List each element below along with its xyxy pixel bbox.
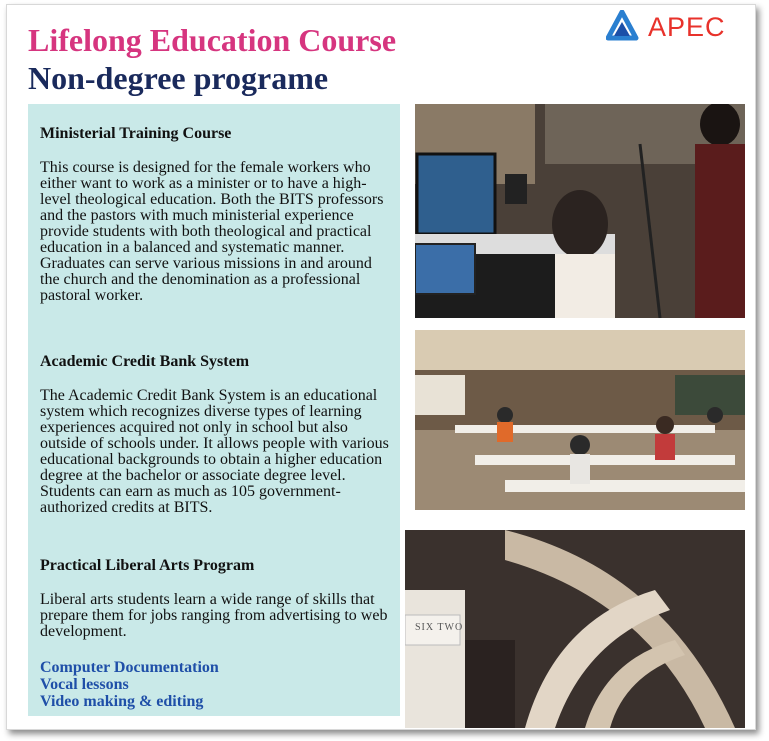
section-body-liberal-arts: Liberal arts students learn a wide range of skills that prepare them for jobs ranging from advertising to web development. bbox=[40, 591, 388, 640]
logo-text: APEC bbox=[648, 12, 726, 42]
photo-architecture-arch bbox=[405, 530, 745, 728]
section-heading-liberal-arts: Practical Liberal Arts Program bbox=[40, 557, 255, 574]
section-heading-ministerial: Ministerial Training Course bbox=[40, 125, 232, 142]
program-link-video-editing[interactable]: Video making & editing bbox=[40, 693, 204, 710]
info-panel bbox=[28, 104, 400, 716]
photo-music-studio bbox=[415, 104, 745, 318]
photo-classroom bbox=[415, 330, 745, 510]
section-heading-credit-bank: Academic Credit Bank System bbox=[40, 353, 250, 370]
section-body-ministerial: This course is designed for the female workers who either want to work as a minister or to have a high-level theological education. Both the BITS professors and the pastors with much ministerial experience provide students with both theological and practical education in a balanced and systematic manner. Graduates can serve various missions in and around the church and the denomination as a professional pastoral worker. bbox=[40, 159, 384, 304]
program-link-computer-documentation[interactable]: Computer Documentation bbox=[40, 659, 219, 676]
sign-six-two: SIX TWO bbox=[415, 622, 464, 633]
apec-logo bbox=[606, 10, 746, 44]
page-subtitle: Non-degree programe bbox=[28, 60, 329, 96]
program-link-vocal-lessons[interactable]: Vocal lessons bbox=[40, 676, 129, 693]
apec-logo-icon bbox=[606, 10, 646, 44]
section-body-credit-bank: The Academic Credit Bank System is an educational system which recognizes diverse types of learning experiences acquired not only in school but also outside of schools under. It allows people with various educational backgrounds to obtain a higher education degree at the bachelor or associate degree level. Students can earn as much as 105 government-authorized credits at BITS. bbox=[40, 387, 389, 516]
page-title: Lifelong Education Course bbox=[28, 22, 397, 58]
